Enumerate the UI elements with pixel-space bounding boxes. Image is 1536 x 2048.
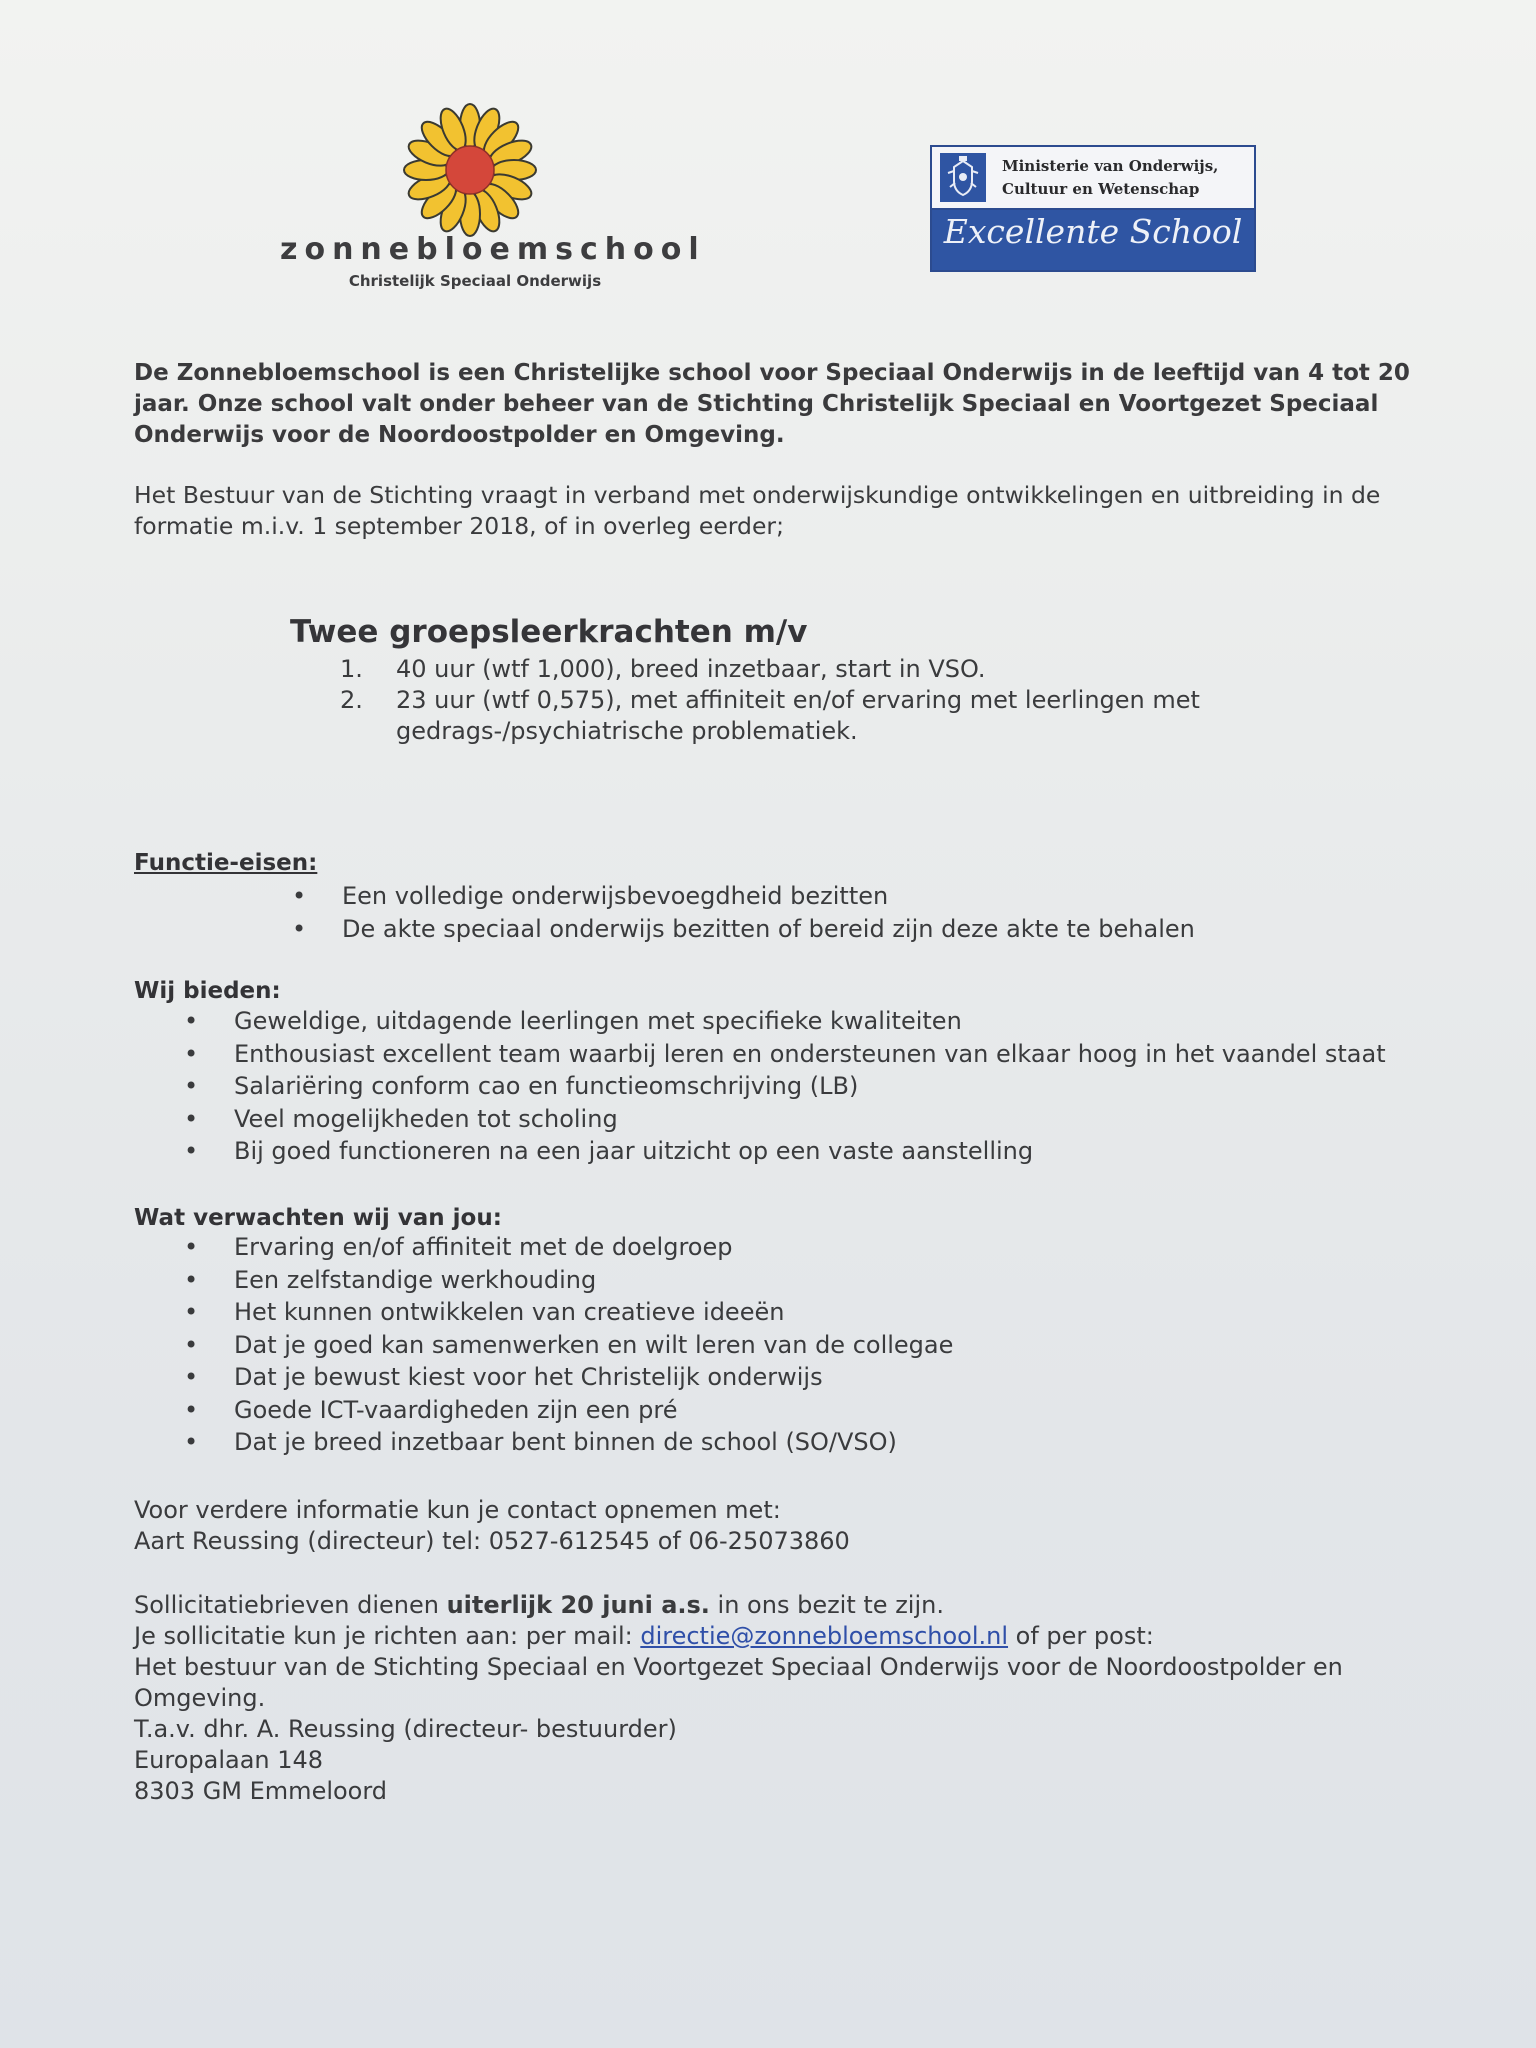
apply-line xyxy=(134,1621,1464,1652)
coat-of-arms-icon xyxy=(940,153,986,202)
list-item: • Ervaring en/of affiniteit met de doelgroep xyxy=(184,1231,953,1264)
list-item: • Dat je breed inzetbaar bent binnen de school (SO/VSO) xyxy=(184,1426,953,1459)
intro-paragraph: Het Bestuur van de Stichting vraagt in verband met onderwijskundige ontwikkelingen en uitbreiding in de formatie m.i.v. 1 september 2018, of in overleg eerder; xyxy=(134,481,1381,540)
apply-post: of per post: xyxy=(1008,1622,1154,1650)
deadline-pre: Sollicitatiebrieven dienen xyxy=(134,1591,447,1619)
list-text: 40 uur (wtf 1,000), breed inzetbaar, start in VSO. xyxy=(396,655,986,683)
list-text: Ervaring en/of affiniteit met de doelgroep xyxy=(234,1233,733,1261)
list-item: • Het kunnen ontwikkelen van creatieve ideeën xyxy=(184,1296,953,1329)
list-item: • Geweldige, uitdagende leerlingen met specifieke kwaliteiten xyxy=(184,1005,1386,1038)
expect-heading: Wat verwachten wij van jou: xyxy=(134,1205,502,1231)
list-item: • Goede ICT-vaardigheden zijn een pré xyxy=(184,1394,953,1427)
email-link[interactable]: directie@zonnebloemschool.nl xyxy=(640,1622,1009,1650)
list-item: • Dat je goed kan samenwerken en wilt leren van de collegae xyxy=(184,1329,953,1362)
requirements-list xyxy=(292,880,1195,945)
excellente-school-badge xyxy=(930,145,1256,272)
sunflower-center xyxy=(446,146,494,194)
contact-line: Voor verdere informatie kun je contact opnemen met: xyxy=(134,1496,781,1524)
vacancy-list xyxy=(340,654,1240,747)
list-text: Een zelfstandige werkhouding xyxy=(234,1265,597,1294)
list-text: Geweldige, uitdagende leerlingen met specifieke kwaliteiten xyxy=(234,1007,962,1035)
list-item xyxy=(340,654,1240,685)
list-text: Bij goed functioneren na een jaar uitzicht op een vaste aanstelling xyxy=(234,1137,1034,1165)
vacancy-title: Twee groepsleerkrachten m/v xyxy=(290,614,808,650)
list-text: Dat je goed kan samenwerken en wilt leren van de collegae xyxy=(234,1330,954,1359)
list-number: 2. xyxy=(340,686,363,714)
school-logo-subtitle: Christelijk Speciaal Onderwijs xyxy=(348,272,602,290)
address-board: Het bestuur van de Stichting Speciaal en Voortgezet Speciaal Onderwijs voor de Noordoostpolder en Omgeving. xyxy=(134,1653,1343,1712)
deadline-date: uiterlijk 20 juni a.s. xyxy=(446,1591,710,1619)
requirements-heading: Functie-eisen: xyxy=(134,850,318,876)
deadline-post: in ons bezit te zijn. xyxy=(709,1591,944,1619)
address-city: 8303 GM Emmeloord xyxy=(134,1777,388,1805)
address-street: Europalaan 148 xyxy=(134,1746,324,1774)
application-block xyxy=(134,1590,1464,1807)
intro-bold-paragraph: De Zonnebloemschool is een Christelijke school voor Speciaal Onderwijs in de leeftijd van 4 tot 20 jaar. Onze school valt onder beheer van de Stichting Christelijk Speciaal en Voortgezet Speciaal Onderwijs voor de Noordoostpolder en Omgeving. xyxy=(134,360,1410,448)
list-item: • Bij goed functioneren na een jaar uitzicht op een vaste aanstelling xyxy=(184,1135,1386,1168)
list-item: • Enthousiast excellent team waarbij leren en ondersteunen van elkaar hoog in het vaandel staat xyxy=(184,1038,1386,1071)
list-text: Goede ICT-vaardigheden zijn een pré xyxy=(234,1395,678,1424)
deadline-line xyxy=(134,1590,1464,1621)
offer-list xyxy=(184,1005,1386,1168)
list-item: • Een zelfstandige werkhouding xyxy=(184,1264,953,1297)
sunflower-logo-icon xyxy=(400,100,540,240)
list-number: 1. xyxy=(340,655,363,683)
list-item: • De akte speciaal onderwijs bezitten of bereid zijn deze akte te behalen xyxy=(292,913,1195,946)
address-attention: T.a.v. dhr. A. Reussing (directeur- bestuurder) xyxy=(134,1715,677,1743)
ministry-name: Ministerie van Onderwijs, Cultuur en Wetenschap xyxy=(1002,157,1219,198)
list-item: • Salariëring conform cao en functieomschrijving (LB) xyxy=(184,1070,1386,1103)
list-text: 23 uur (wtf 0,575), met affiniteit en/of ervaring met leerlingen met gedrags-/psychiatrische problematiek. xyxy=(396,686,1200,745)
apply-pre: Je sollicitatie kun je richten aan: per mail: xyxy=(134,1622,641,1650)
list-text: Dat je bewust kiest voor het Christelijk onderwijs xyxy=(234,1363,823,1391)
offer-heading: Wij bieden: xyxy=(134,978,281,1004)
school-logo-text: zonnebloemschool xyxy=(280,232,706,267)
list-item: • Veel mogelijkheden tot scholing xyxy=(184,1103,1386,1136)
list-text: Enthousiast excellent team waarbij leren en ondersteunen van elkaar hoog in het vaandel staat xyxy=(234,1039,1386,1068)
list-item: • Dat je bewust kiest voor het Christelijk onderwijs xyxy=(184,1361,953,1394)
list-item: • Een volledige onderwijsbevoegdheid bezitten xyxy=(292,880,1195,913)
contact-block xyxy=(134,1495,850,1557)
expect-list xyxy=(184,1231,953,1459)
list-text: De akte speciaal onderwijs bezitten of bereid zijn deze akte te behalen xyxy=(342,914,1195,943)
badge-title: Excellente School xyxy=(943,212,1243,251)
list-text: Salariëring conform cao en functieomschrijving (LB) xyxy=(234,1072,859,1100)
list-item xyxy=(340,685,1240,747)
list-text: Het kunnen ontwikkelen van creatieve ideeën xyxy=(234,1298,785,1326)
list-text: Een volledige onderwijsbevoegdheid bezitten xyxy=(342,882,889,910)
list-text: Dat je breed inzetbaar bent binnen de school (SO/VSO) xyxy=(234,1428,897,1456)
contact-person: Aart Reussing (directeur) tel: 0527-612545 of 06-25073860 xyxy=(134,1527,850,1555)
list-text: Veel mogelijkheden tot scholing xyxy=(234,1104,618,1133)
